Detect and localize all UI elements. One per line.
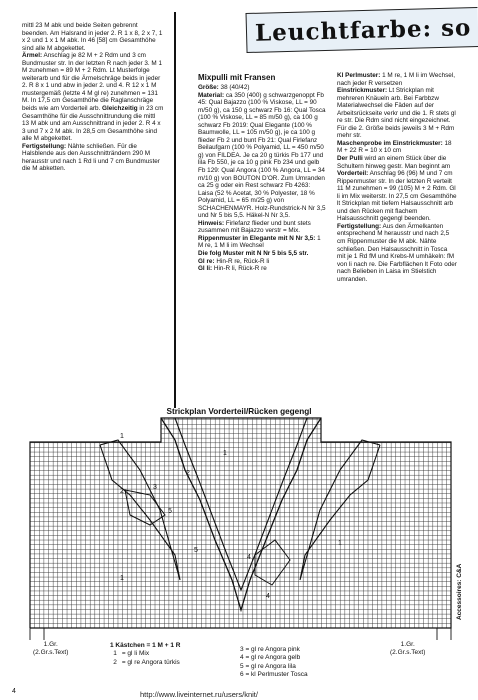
paragraph-text: Anschlag je 82 M + 2 Rdm und 3 cm Bundmuster str. In der letzten R nach jeder 3. M 1 M zunehmen = 89 M + 2 Rdm. Lt Musterfolge weiterarb und für die Ärmelschräge beids in jeder 2. R 8 x 1 und abw in jeder 2. und 4. R 12 x 1 M mustergemäß (letzte 4 M gl re) zunehmen = 131 M. In 17,5 cm Gesamthöhe die Raglanschräge beids wie am Vorderteil arb. bbox=[22, 52, 162, 113]
region-label: 1 bbox=[223, 450, 227, 457]
chart-legend-right bbox=[240, 646, 308, 680]
legend-text: = gl re Angora lila bbox=[245, 662, 296, 670]
chart-motif bbox=[100, 418, 380, 610]
legend-item bbox=[110, 659, 180, 667]
label: Einstrickmuster: bbox=[337, 87, 388, 95]
label: Gl re: bbox=[198, 257, 215, 265]
legend-symbol: 5 bbox=[240, 662, 244, 670]
size-label-text: (2.Gr.s.Text) bbox=[33, 649, 69, 656]
legend-symbol: 2 bbox=[113, 658, 117, 666]
paragraph-text: Firlefanz flieder und bunt stets zusammen mit Bajazzo verstr = Mix. bbox=[198, 219, 311, 235]
chart-legend bbox=[110, 642, 180, 667]
size-label-text: 1.Gr. bbox=[43, 641, 58, 648]
chart-region-labels bbox=[120, 433, 342, 600]
legend-text: = gl li Mix bbox=[121, 650, 150, 658]
region-label: 1 bbox=[338, 540, 342, 547]
label: Maschenprobe im Einstrickmuster: bbox=[337, 139, 443, 147]
size-label-right bbox=[390, 641, 425, 657]
label: Gl li: bbox=[198, 265, 213, 273]
paragraph-text: in 23 cm Gesamthöhe für die Ausschnittrundung die mittl 13 M abk und am Ausschnittrand in jeder 2. R 4 x 3 und 7 x 2 M abk. In 28,5 cm Gesamthöhe sind alle M abgekettet. bbox=[22, 105, 164, 143]
label: Vorderteil: bbox=[337, 170, 369, 178]
legend-symbol: 4 bbox=[240, 654, 244, 662]
legend-item bbox=[240, 671, 308, 679]
page-number: 4 bbox=[12, 688, 16, 695]
label: Ärmel: bbox=[22, 52, 43, 60]
legend-text: = gl re Angora türkis bbox=[121, 658, 180, 666]
legend-item bbox=[240, 663, 308, 671]
label: Die folg Muster mit N Nr 5 bis 5,5 str. bbox=[198, 250, 309, 258]
chart-outline bbox=[30, 418, 451, 628]
size-label-text: 1.Gr. bbox=[400, 641, 415, 648]
region-label: 5 bbox=[194, 547, 198, 554]
chart-ticks bbox=[30, 628, 451, 640]
legend-symbol: 6 bbox=[240, 671, 244, 679]
region-label: 4 bbox=[266, 593, 270, 600]
chart-title: Strickplan Vorderteil/Rücken gegengl bbox=[166, 407, 312, 416]
legend-symbol: 1 bbox=[113, 650, 117, 658]
label: Der Pulli bbox=[337, 155, 363, 163]
paragraph-text: wird an einem Stück über die Schultern hinweg gestr. Man beginnt am bbox=[337, 155, 451, 170]
watermark-url: http://www.liveinternet.ru/users/knit/ bbox=[140, 690, 258, 699]
legend-header: 1 Kästchen = 1 M + 1 R bbox=[110, 642, 181, 649]
label: Gleichzeitig bbox=[102, 105, 138, 113]
paragraph-text: Hin-R li, Rück-R re bbox=[212, 265, 267, 273]
legend-item bbox=[110, 650, 180, 658]
legend-text: = kl Perlmuster Tosca bbox=[245, 671, 308, 679]
banner-title: Leuchtfarbe: so bbox=[254, 14, 472, 47]
paragraph: mittl 23 M abk und beide Seiten gebrennt beenden. Am Halsrand in jeder 2. R 1 x 8, 2 x 7, 1 x 2 und 1 x 1 M abk. In 46 [58] cm Gesamthöhe sind alle M abgekettet. bbox=[22, 22, 163, 52]
pattern-heading: Mixpulli mit Fransen bbox=[198, 73, 276, 82]
paragraph-text: 1 M re, 1 M li im Wechsel, nach jeder R versetzen bbox=[337, 72, 455, 87]
paragraph-text: Nähte schließen. Für die Halsblende aus den Ausschnitträndern 290 M herausstr und nach 1 Rd li und 7 cm Bundmuster die M abketten. bbox=[22, 142, 160, 173]
region-label: 5 bbox=[168, 508, 172, 515]
paragraph-text: 18 M + 22 R = 10 x 10 cm bbox=[337, 139, 452, 155]
paragraph-text: Hin-R re, Rück-R li bbox=[214, 257, 270, 265]
paragraph-text: 1 M re, 1 M li im Wechsel bbox=[198, 234, 321, 250]
size-label-left bbox=[33, 641, 68, 657]
legend-text: = gl re Angora pink bbox=[245, 646, 300, 653]
paragraph-text: ca 350 (400) g schwarzgenoppt Fb 45: Qual Bajazzo (100 % Viskose, LL = 90 m/50 g), ca 150 g schwarz Fb 16: Qual Tosca (100 % Viskose, LL = 85 m/50 g), ca 100 g schwarz Fb 2019: Qual Elegante (100 % Baumwolle, LL = 105 m/50 g), je ca 100 g flieder Fb 2 und bunt Fb 21: Qual Firlefanz Beilaufgarn (100 % Polyamid, LL = 450 m/50 g) von FILDEA. Je ca 20 g türkis Fb 177 und lila Fb 550, je ca 10 g pink Fb 234 und gelb Fb 129: Qual Angora (100 % Angora, LL = 34 m/10 g) von BOUTON D'OR. Zum Umranden ca 25 g oder ein Rest schwarz Fb 4263: Laisa (52 % Acetat, 30 % Polyester, 18 % Polyamid, LL = 65 m/25 g) von SCHACHENMAYR. Holz-Rundstrick-N Nr 3,5 und Nr 5 bis 5,5. Häkel-N Nr 3,5. bbox=[198, 91, 326, 220]
size-label-text: (2.Gr.s.Text) bbox=[390, 649, 426, 656]
chart-border bbox=[30, 418, 451, 628]
region-label: 2 bbox=[120, 488, 124, 495]
region-label: 1 bbox=[120, 575, 124, 582]
label: Fertigstellung: bbox=[337, 222, 382, 230]
label: Größe: bbox=[198, 84, 219, 91]
region-label: 2 bbox=[186, 470, 190, 477]
legend-item bbox=[240, 654, 308, 662]
region-label: 1 bbox=[120, 433, 124, 440]
legend-symbol: 3 bbox=[240, 646, 244, 653]
chart-grid bbox=[30, 418, 451, 628]
paragraph-text: 38 (40/42) bbox=[218, 84, 250, 91]
label: Fertigstellung: bbox=[22, 142, 67, 150]
label: Material: bbox=[198, 91, 225, 99]
paragraph-text: Lt Strickplan mit mehreren Knäueln arb. Bei Farbbzw Materialwechsel die Fäden auf der Arbeitsrückseite verkr und die 1. R stets gl re str. Die Rdm sind nicht eingezeichnet. Für die 2. Größe beids jeweils 3 M + Rdm mehr str. bbox=[337, 87, 456, 140]
legend-text: = gl re Angora gelb bbox=[245, 654, 301, 662]
paragraph-text: Aus den Ärmelkanten entsprechend M herausstr und nach 2,5 cm Rippenmuster die M abk. Nähte schließen. Den Halsausschnitt in Tosca mit je 1 Rd fM und Krebs-M umhäkeln: fM von li nach re. Die Farbflächen lt Foto oder nach Belieben in Laisa im Stielstich umranden. bbox=[337, 222, 457, 283]
label: Kl Perlmuster: bbox=[337, 72, 381, 79]
region-label: 4 bbox=[247, 554, 251, 561]
legend-item bbox=[240, 646, 308, 654]
paragraph-text: Anschlag 96 (96) M und 7 cm Rippenmuster str. In der letzten R verteilt 11 M zunehmen = 99 (105) M + 2 Rdm. Gl li im Mix weiterstr. In 27,5 cm Gesamthöhe lt Strickplan mit tiefem Halsausschnitt arb und den Rücken mit flachem Halsausschnitt gegengl beenden. bbox=[337, 170, 457, 223]
label: Hinweis: bbox=[198, 219, 225, 227]
neckline-path bbox=[161, 418, 321, 610]
label: Rippenmuster in Elegante mit N Nr 3,5: bbox=[198, 234, 316, 242]
region-label: 3 bbox=[153, 484, 157, 491]
photo-credit: Accessoires: C&A bbox=[456, 563, 463, 620]
